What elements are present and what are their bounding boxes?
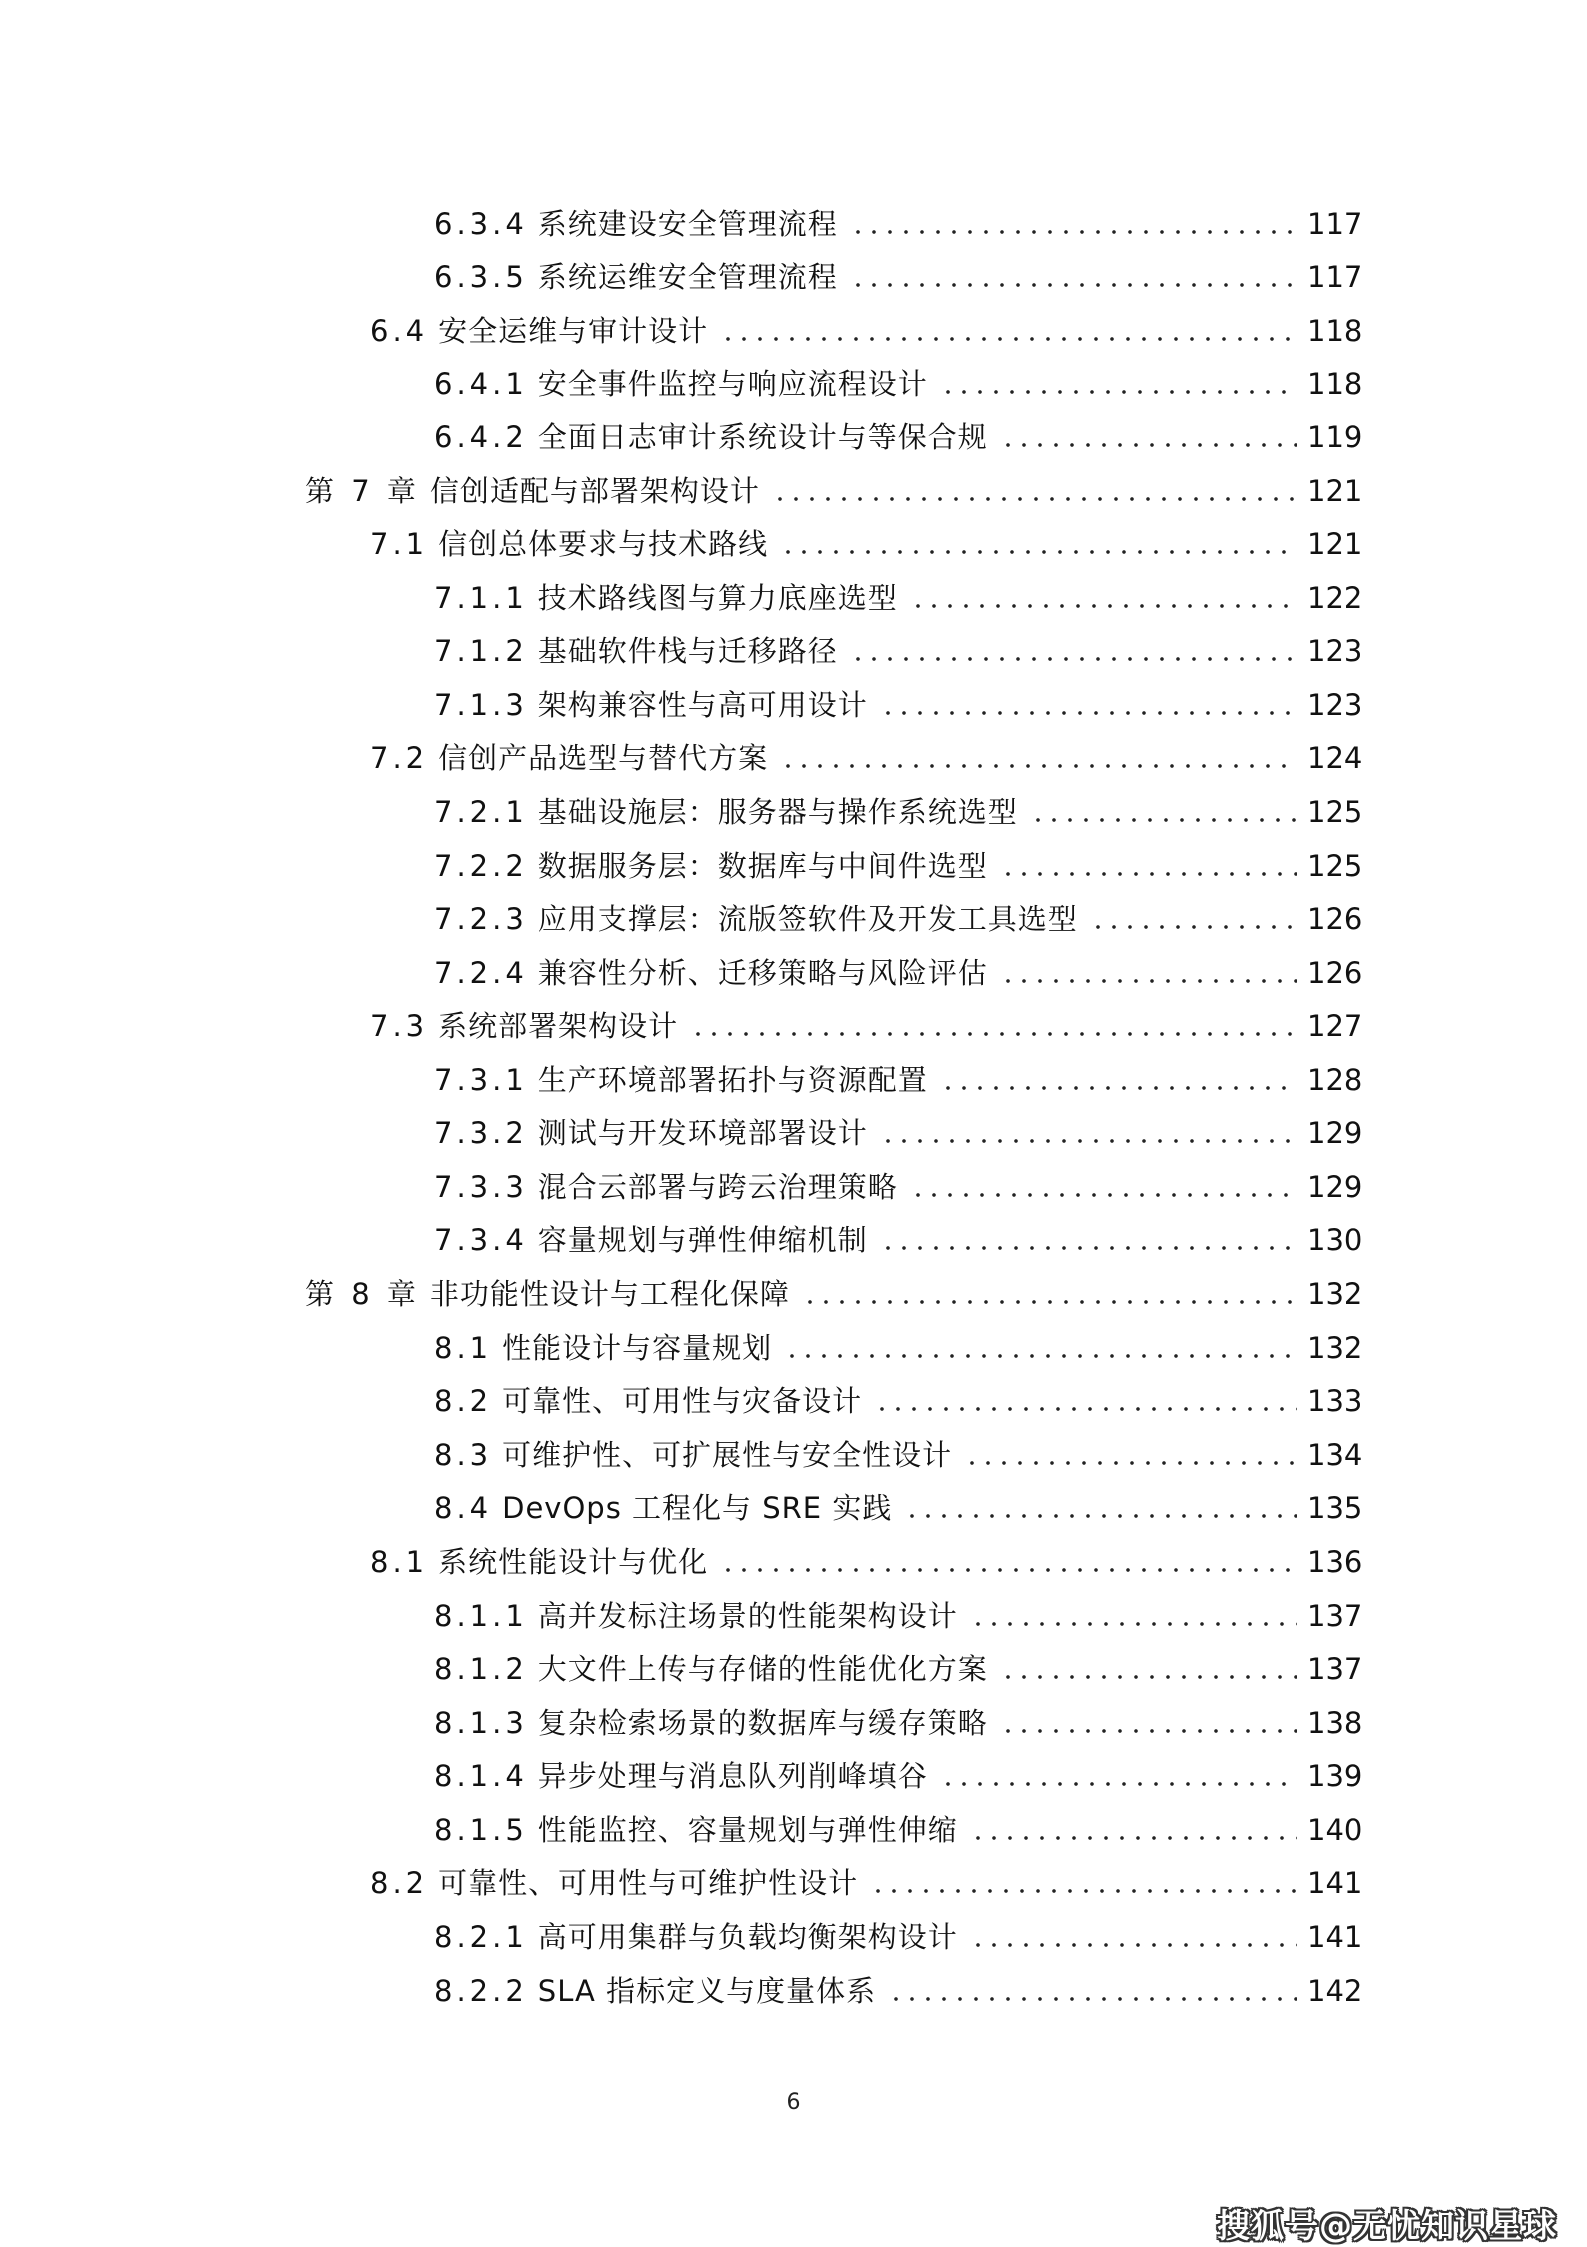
toc-dot-leader bbox=[880, 1214, 1297, 1267]
toc-dot-leader bbox=[1000, 1643, 1297, 1696]
toc-entry-number: 7.2.2 bbox=[434, 849, 528, 883]
toc-entry-page: 141 bbox=[1307, 1866, 1363, 1900]
toc-entry[interactable] bbox=[434, 893, 1363, 946]
toc-entry[interactable] bbox=[434, 1054, 1363, 1107]
toc-entry-number: 第 8 章 bbox=[305, 1277, 420, 1311]
toc-entry-number: 7.3.2 bbox=[434, 1116, 528, 1150]
toc-entry-page: 124 bbox=[1307, 741, 1363, 775]
toc-entry[interactable] bbox=[370, 1536, 1363, 1589]
toc-dot-leader bbox=[870, 1857, 1297, 1910]
toc-entry-number: 7.3.3 bbox=[434, 1170, 528, 1204]
toc-entry[interactable] bbox=[434, 840, 1363, 893]
toc-entry[interactable] bbox=[434, 1965, 1363, 2018]
toc-entry-number: 7.1 bbox=[370, 527, 429, 561]
toc-entry[interactable] bbox=[370, 305, 1363, 358]
toc-entry-title: 复杂检索场景的数据库与缓存策略 bbox=[537, 1706, 988, 1740]
toc-entry-page: 126 bbox=[1307, 956, 1363, 990]
toc-entry-page: 132 bbox=[1307, 1277, 1363, 1311]
toc-entry[interactable] bbox=[434, 947, 1363, 1000]
toc-dot-leader bbox=[904, 1482, 1297, 1535]
toc-entry-number: 7.1.2 bbox=[434, 634, 528, 668]
toc-entry-number: 8.3 bbox=[434, 1438, 493, 1472]
toc-entry-title: 大文件上传与存储的性能优化方案 bbox=[537, 1652, 988, 1686]
toc-entry-page: 123 bbox=[1307, 688, 1363, 722]
toc-entry[interactable] bbox=[370, 1000, 1363, 1053]
toc-entry[interactable] bbox=[434, 198, 1363, 251]
toc-dot-leader bbox=[772, 465, 1297, 518]
toc-entry-title: 高并发标注场景的性能架构设计 bbox=[537, 1599, 958, 1633]
toc-entry-title: 测试与开发环境部署设计 bbox=[537, 1116, 868, 1150]
toc-entry-number: 7.2.1 bbox=[434, 795, 528, 829]
toc-dot-leader bbox=[850, 625, 1297, 678]
toc-entry-title: 兼容性分析、迁移策略与风险评估 bbox=[537, 956, 988, 990]
toc-entry[interactable] bbox=[434, 1322, 1363, 1375]
toc-entry-page: 136 bbox=[1307, 1545, 1363, 1579]
toc-dot-leader bbox=[880, 1107, 1297, 1160]
toc-entry-number: 6.4.1 bbox=[434, 367, 528, 401]
watermark-text: 搜狐号@无忧知识星球 bbox=[1217, 2206, 1557, 2245]
toc-dot-leader bbox=[888, 1965, 1297, 2018]
toc-dot-leader bbox=[1000, 1697, 1297, 1750]
toc-entry-title: 信创总体要求与技术路线 bbox=[438, 527, 769, 561]
toc-entry-number: 8.1.3 bbox=[434, 1706, 528, 1740]
toc-entry-title: 混合云部署与跨云治理策略 bbox=[537, 1170, 898, 1204]
toc-entry-page: 127 bbox=[1307, 1009, 1363, 1043]
toc-entry[interactable] bbox=[434, 1107, 1363, 1160]
toc-entry-title: 非功能性设计与工程化保障 bbox=[429, 1277, 790, 1311]
toc-entry[interactable] bbox=[434, 1750, 1363, 1803]
toc-entry-page: 138 bbox=[1307, 1706, 1363, 1740]
toc-entry-page: 139 bbox=[1307, 1759, 1363, 1793]
toc-entry-number: 8.2.2 bbox=[434, 1974, 528, 2008]
toc-entry[interactable] bbox=[434, 1804, 1363, 1857]
toc-dot-leader bbox=[780, 732, 1297, 785]
toc-dot-leader bbox=[970, 1590, 1297, 1643]
toc-entry-number: 8.1.5 bbox=[434, 1813, 528, 1847]
toc-entry[interactable] bbox=[434, 1429, 1363, 1482]
toc-entry-number: 第 7 章 bbox=[305, 474, 420, 508]
toc-dot-leader bbox=[1000, 411, 1297, 464]
toc-entry[interactable] bbox=[370, 1857, 1363, 1910]
toc-entry-page: 132 bbox=[1307, 1331, 1363, 1365]
toc-dot-leader bbox=[940, 358, 1297, 411]
toc-entry-title: 异步处理与消息队列削峰填谷 bbox=[537, 1759, 928, 1793]
toc-entry-title: 架构兼容性与高可用设计 bbox=[537, 688, 868, 722]
toc-entry[interactable] bbox=[305, 465, 1363, 518]
toc-entry-page: 123 bbox=[1307, 634, 1363, 668]
toc-entry[interactable] bbox=[370, 732, 1363, 785]
toc-entry-title: 信创适配与部署架构设计 bbox=[429, 474, 760, 508]
toc-entry-page: 129 bbox=[1307, 1116, 1363, 1150]
toc-entry-page: 141 bbox=[1307, 1920, 1363, 1954]
toc-entry[interactable] bbox=[370, 518, 1363, 571]
toc-entry-number: 8.1 bbox=[370, 1545, 429, 1579]
toc-entry-title: 信创产品选型与替代方案 bbox=[438, 741, 769, 775]
toc-dot-leader bbox=[940, 1750, 1297, 1803]
toc-entry-number: 7.2.4 bbox=[434, 956, 528, 990]
toc-entry-number: 7.2.3 bbox=[434, 902, 528, 936]
toc-entry-title: 系统性能设计与优化 bbox=[438, 1545, 709, 1579]
toc-entry[interactable] bbox=[434, 1482, 1363, 1535]
toc-entry-page: 134 bbox=[1307, 1438, 1363, 1472]
toc-entry-number: 8.2 bbox=[370, 1866, 429, 1900]
toc-dot-leader bbox=[880, 679, 1297, 732]
toc-entry-title: 系统部署架构设计 bbox=[438, 1009, 679, 1043]
toc-entry-number: 7.2 bbox=[370, 741, 429, 775]
toc-entry-number: 8.1.2 bbox=[434, 1652, 528, 1686]
toc-dot-leader bbox=[1000, 947, 1297, 1000]
toc-dot-leader bbox=[690, 1000, 1297, 1053]
toc-entry-title: 系统运维安全管理流程 bbox=[537, 260, 838, 294]
toc-entry-page: 118 bbox=[1307, 314, 1363, 348]
toc-entry-title: 基础设施层：服务器与操作系统选型 bbox=[537, 795, 1018, 829]
toc-entry-title: 数据服务层：数据库与中间件选型 bbox=[537, 849, 988, 883]
toc-entry-page: 121 bbox=[1307, 527, 1363, 561]
toc-entry-number: 6.3.5 bbox=[434, 260, 528, 294]
toc-dot-leader bbox=[850, 198, 1297, 251]
toc-entry-number: 8.2.1 bbox=[434, 1920, 528, 1954]
toc-dot-leader bbox=[850, 251, 1297, 304]
toc-dot-leader bbox=[910, 1161, 1297, 1214]
toc-entry-title: 基础软件栈与迁移路径 bbox=[537, 634, 838, 668]
toc-dot-leader bbox=[970, 1911, 1297, 1964]
toc-entry[interactable] bbox=[434, 1375, 1363, 1428]
toc-entry[interactable] bbox=[434, 625, 1363, 678]
toc-entry[interactable] bbox=[434, 1590, 1363, 1643]
toc-entry-page: 125 bbox=[1307, 849, 1363, 883]
toc-entry[interactable] bbox=[434, 1214, 1363, 1267]
toc-entry[interactable] bbox=[434, 679, 1363, 732]
toc-entry-title: 性能监控、容量规划与弹性伸缩 bbox=[537, 1813, 958, 1847]
toc-entry-title: SLA 指标定义与度量体系 bbox=[537, 1974, 877, 2008]
toc-entry-number: 8.1.4 bbox=[434, 1759, 528, 1793]
toc-entry-page: 119 bbox=[1307, 420, 1363, 454]
toc-entry[interactable] bbox=[434, 358, 1363, 411]
toc-entry-number: 8.2 bbox=[434, 1384, 493, 1418]
toc-entry-page: 128 bbox=[1307, 1063, 1363, 1097]
toc-entry[interactable] bbox=[434, 572, 1363, 625]
toc-dot-leader bbox=[940, 1054, 1297, 1107]
toc-entry-number: 8.4 bbox=[434, 1491, 493, 1525]
toc-dot-leader bbox=[780, 518, 1297, 571]
toc-entry-page: 137 bbox=[1307, 1652, 1363, 1686]
toc-dot-leader bbox=[720, 1536, 1297, 1589]
toc-entry-title: 容量规划与弹性伸缩机制 bbox=[537, 1223, 868, 1257]
toc-dot-leader bbox=[1030, 786, 1297, 839]
toc-entry-title: 应用支撑层：流版签软件及开发工具选型 bbox=[537, 902, 1078, 936]
toc-dot-leader bbox=[964, 1429, 1297, 1482]
toc-entry-title: 系统建设安全管理流程 bbox=[537, 207, 838, 241]
page-number: 6 bbox=[786, 2090, 801, 2115]
toc-entry-page: 118 bbox=[1307, 367, 1363, 401]
toc-entry-title: 高可用集群与负载均衡架构设计 bbox=[537, 1920, 958, 1954]
toc-entry-number: 7.1.1 bbox=[434, 581, 528, 615]
toc-entry[interactable] bbox=[305, 1268, 1363, 1321]
toc-entry-title: 可维护性、可扩展性与安全性设计 bbox=[502, 1438, 953, 1472]
toc-entry-title: 全面日志审计系统设计与等保合规 bbox=[537, 420, 988, 454]
toc-entry-number: 8.1 bbox=[434, 1331, 493, 1365]
toc-entry-page: 130 bbox=[1307, 1223, 1363, 1257]
toc-entry-page: 129 bbox=[1307, 1170, 1363, 1204]
toc-dot-leader bbox=[1000, 840, 1297, 893]
toc-entry-title: 性能设计与容量规划 bbox=[502, 1331, 773, 1365]
toc-dot-leader bbox=[910, 572, 1297, 625]
toc-entry-number: 6.3.4 bbox=[434, 207, 528, 241]
toc-entry[interactable] bbox=[434, 411, 1363, 464]
toc-entry-page: 117 bbox=[1307, 207, 1363, 241]
toc-entry-page: 117 bbox=[1307, 260, 1363, 294]
toc-dot-leader bbox=[970, 1804, 1297, 1857]
toc-entry[interactable] bbox=[434, 786, 1363, 839]
toc-entry[interactable] bbox=[434, 1161, 1363, 1214]
toc-entry-page: 142 bbox=[1307, 1974, 1363, 2008]
toc-entry-number: 7.3.4 bbox=[434, 1223, 528, 1257]
toc-entry-number: 8.1.1 bbox=[434, 1599, 528, 1633]
toc-entry-page: 121 bbox=[1307, 474, 1363, 508]
toc-entry-title: 可靠性、可用性与灾备设计 bbox=[502, 1384, 863, 1418]
toc-entry[interactable] bbox=[434, 251, 1363, 304]
toc-entry[interactable] bbox=[434, 1643, 1363, 1696]
toc-entry-title: 安全事件监控与响应流程设计 bbox=[537, 367, 928, 401]
toc-dot-leader bbox=[784, 1322, 1297, 1375]
toc-entry[interactable] bbox=[434, 1697, 1363, 1750]
toc-entry-page: 135 bbox=[1307, 1491, 1363, 1525]
toc-entry-title: 生产环境部署拓扑与资源配置 bbox=[537, 1063, 928, 1097]
toc-entry-title: DevOps 工程化与 SRE 实践 bbox=[502, 1491, 893, 1525]
toc-dot-leader bbox=[874, 1375, 1297, 1428]
toc-dot-leader bbox=[802, 1268, 1297, 1321]
toc-entry-title: 安全运维与审计设计 bbox=[438, 314, 709, 348]
toc-entry-number: 7.3.1 bbox=[434, 1063, 528, 1097]
toc-entry[interactable] bbox=[434, 1911, 1363, 1964]
toc-entry-title: 技术路线图与算力底座选型 bbox=[537, 581, 898, 615]
toc-entry-page: 126 bbox=[1307, 902, 1363, 936]
toc-entry-page: 122 bbox=[1307, 581, 1363, 615]
toc-entry-page: 133 bbox=[1307, 1384, 1363, 1418]
toc-entry-number: 7.1.3 bbox=[434, 688, 528, 722]
toc-dot-leader bbox=[1090, 893, 1297, 946]
toc-dot-leader bbox=[720, 305, 1297, 358]
toc-entry-number: 6.4 bbox=[370, 314, 429, 348]
toc-entry-number: 6.4.2 bbox=[434, 420, 528, 454]
toc-entry-page: 140 bbox=[1307, 1813, 1363, 1847]
toc-entry-title: 可靠性、可用性与可维护性设计 bbox=[438, 1866, 859, 1900]
toc-entry-number: 7.3 bbox=[370, 1009, 429, 1043]
toc-entry-page: 125 bbox=[1307, 795, 1363, 829]
toc-entry-page: 137 bbox=[1307, 1599, 1363, 1633]
